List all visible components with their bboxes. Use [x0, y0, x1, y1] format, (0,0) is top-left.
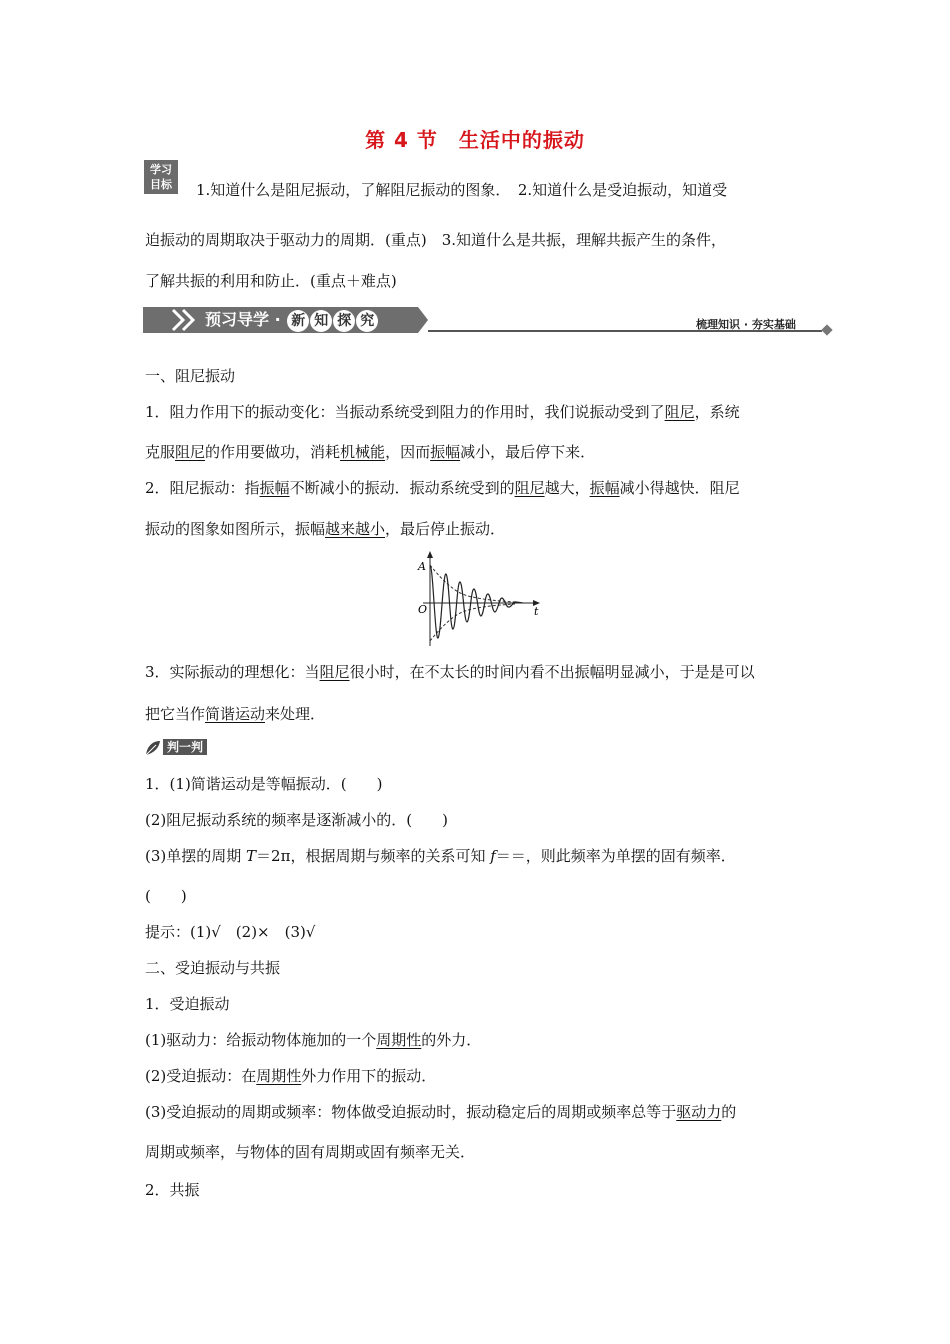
graph-y-label: A: [418, 560, 426, 573]
judge-label: 判一判: [163, 739, 207, 755]
judge-q1: 1．(1)简谐运动是等幅振动．( ): [145, 775, 383, 793]
goal-line-3: 了解共振的利用和防止．(重点＋难点): [145, 272, 397, 290]
judge-hint: 提示：(1)√ (2)× (3)√: [145, 923, 316, 941]
damped-oscillation-graph: [405, 550, 545, 650]
banner-dot: ·: [274, 310, 281, 329]
section2-i1: (1)驱动力：给振动物体施加的一个周期性的外力．: [145, 1031, 482, 1049]
section1-p1: 1．阻力作用下的振动变化：当振动系统受到阻力的作用时，我们说振动受到了阻尼，系统: [145, 403, 740, 421]
section2-sub1: 1．受迫振动: [145, 995, 230, 1013]
banner-char-3: 探: [333, 310, 355, 332]
judge-q3-bracket: ( ): [145, 887, 187, 905]
leaf-icon: [144, 740, 162, 756]
section1-p2b: 振动的图象如图所示，振幅越来越小，最后停止振动．: [145, 520, 506, 538]
judge-q3: (3)单摆的周期 T＝2π，根据周期与频率的关系可知 f＝＝，则此频率为单摆的固有频率．: [145, 847, 736, 865]
section1-heading: 一、阻尼振动: [145, 367, 236, 385]
banner-char-1: 新: [287, 310, 309, 332]
section1-p3b: 把它当作简谐运动来处理．: [145, 705, 326, 723]
banner-title: [205, 308, 378, 332]
section2-sub2: 2．共振: [145, 1181, 200, 1199]
banner-char-2: 知: [310, 310, 332, 332]
judge-q2: (2)阻尼振动系统的频率是逐渐减小的．( ): [145, 811, 448, 829]
section2-i3: (3)受迫振动的周期或频率：物体做受迫振动时，振动稳定后的周期或频率总等于驱动力的: [145, 1103, 737, 1121]
banner-subtitle: 梳理知识 · 夯实基础: [696, 318, 796, 331]
banner-char-4: 究: [356, 310, 378, 332]
diamond-icon: [821, 324, 832, 335]
section1-p2: 2．阻尼振动：指振幅不断减小的振动．振动系统受到的阻尼越大，振幅减小得越快．阻尼: [145, 479, 740, 497]
learning-goal-badge: [144, 160, 178, 194]
badge-line-1: 学习: [150, 163, 172, 176]
section1-p1b: 克服阻尼的作用要做功，消耗机械能，因而振幅减小，最后停下来．: [145, 443, 596, 461]
goal-line-2: 迫振动的周期取决于驱动力的周期．(重点) 3.知道什么是共振，理解共振产生的条件，: [145, 231, 727, 249]
page-title: 第 4 节 生活中的振动: [365, 128, 585, 152]
goal-line-1: 1.知道什么是阻尼振动，了解阻尼振动的图象． 2.知道什么是受迫振动，知道受: [196, 181, 728, 199]
section2-i3b: 周期或频率，与物体的固有周期或固有频率无关．: [145, 1143, 476, 1161]
section2-heading: 二、受迫振动与共振: [145, 959, 281, 977]
graph-origin-label: O: [418, 603, 428, 616]
banner-label: 预习导学: [205, 310, 270, 329]
section2-i2: (2)受迫振动：在周期性外力作用下的振动．: [145, 1067, 437, 1085]
graph-x-label: t: [534, 605, 539, 618]
badge-line-2: 目标: [150, 178, 172, 191]
section1-p3: 3．实际振动的理想化：当阻尼很小时，在不太长的时间内看不出振幅明显减小，于是是可以: [145, 663, 755, 681]
